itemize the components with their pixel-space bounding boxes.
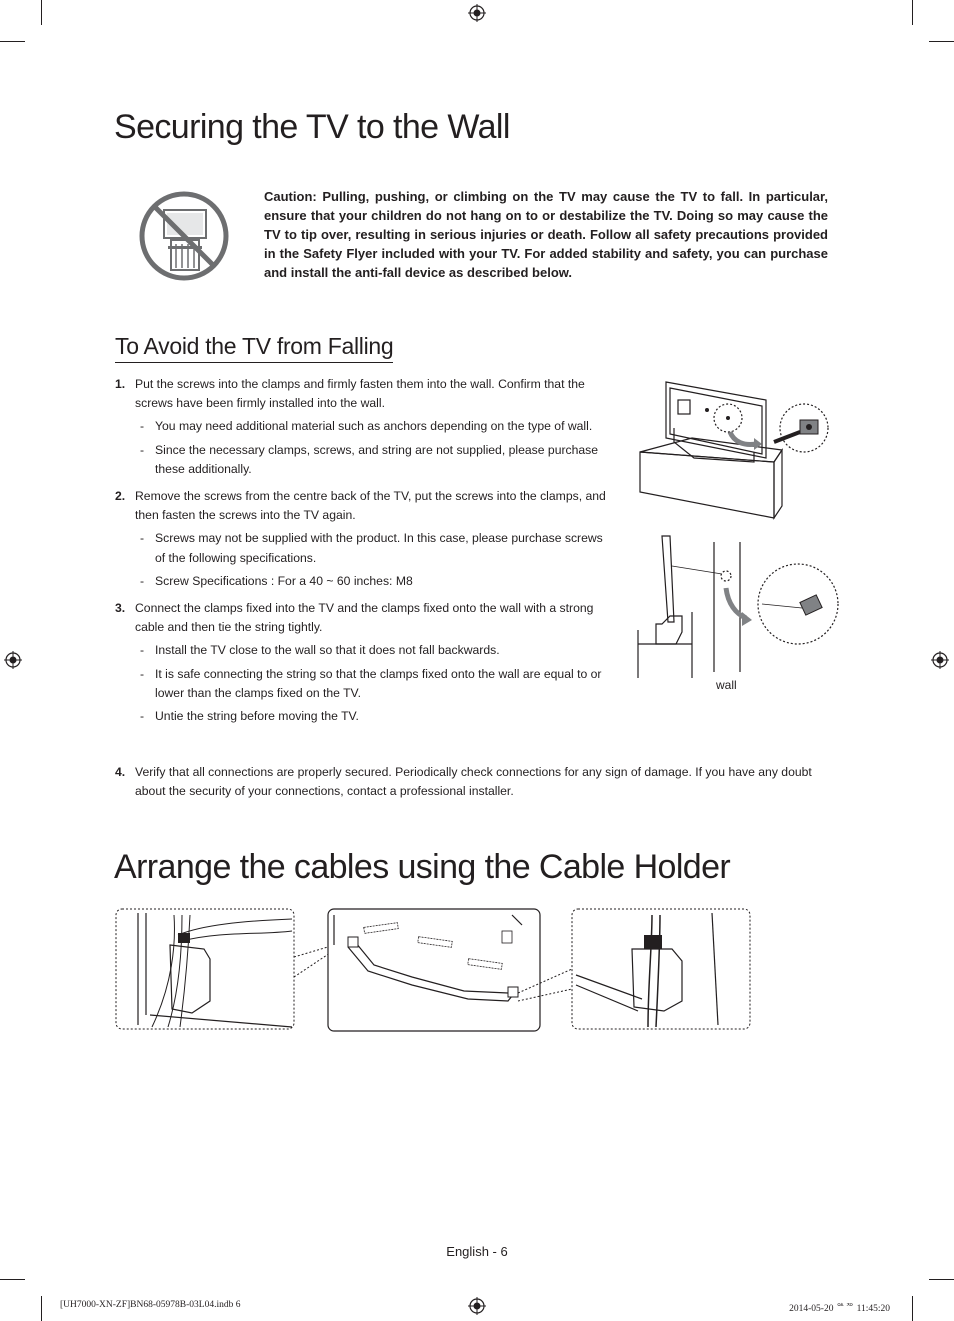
- crop-mark: [0, 41, 25, 42]
- crop-mark: [929, 1279, 954, 1280]
- sub-item-text: Install the TV close to the wall so that it does not fall backwards.: [155, 643, 500, 658]
- sub-item: - Install the TV close to the wall so that it does not fall backwards.: [140, 643, 500, 658]
- sub-item-text: It is safe connecting the string so that the clamps fixed onto the wall are equal to or lower than the clamps fixed on the TV.: [155, 666, 602, 700]
- caution-text: Caution: Pulling, pushing, or climbing on the TV may cause the TV to fall. In particular, ensure that your children do not hang on to or destabilize the TV. Doing so may cause the TV to tip over, resulting in serious injuries or death. Follow all safety precautions provided in the Safety Flyer included with your TV. For added stability and safety, you can purchase and install the anti-fall device as described below.: [264, 189, 828, 280]
- sub-item: - Untie the string before moving the TV.: [140, 709, 359, 724]
- step-number: 3.: [115, 601, 126, 616]
- registration-mark-icon: [468, 1297, 486, 1315]
- registration-mark-icon: [468, 4, 486, 22]
- registration-mark-icon: [931, 651, 949, 669]
- list-item: [115, 763, 815, 801]
- registration-mark-icon: [4, 651, 22, 669]
- crop-mark: [929, 41, 954, 42]
- crop-mark: [912, 0, 913, 25]
- sub-item-text: Screw Specifications : For a 40 ~ 60 inches: M8: [155, 573, 413, 588]
- sub-item: - Screws may not be supplied with the product. In this case, please purchase screws of the following specifications.: [140, 531, 603, 565]
- tv-rear-clamp-illustration: [634, 376, 844, 524]
- sub-item: - Since the necessary clamps, screws, and string are not supplied, please purchase these additionally.: [140, 442, 599, 476]
- step-text: Verify that all connections are properly secured. Periodically check connections for any sign of damage. If you have any doubt about the security of your connections, contact a professional installer.: [135, 765, 812, 799]
- sub-item-text: Since the necessary clamps, screws, and string are not supplied, please purchase these additionally.: [155, 442, 599, 476]
- list-item: [115, 599, 615, 726]
- step-text: Remove the screws from the centre back of the TV, put the screws into the clamps, and then fasten the screws into the TV again.: [135, 489, 606, 523]
- step-number: 1.: [115, 377, 126, 391]
- subsection-title-avoid-falling: To Avoid the TV from Falling: [115, 333, 393, 363]
- list-item: [115, 375, 615, 479]
- section-title-securing: Securing the TV to the Wall: [114, 108, 510, 146]
- step-text: Connect the clamps fixed into the TV and the clamps fixed onto the wall with a strong cable and then tie the string tightly.: [135, 601, 594, 635]
- step-text: Put the screws into the clamps and firmly fasten them into the wall. Confirm that the screws have been firmly installed into the wall.: [135, 377, 585, 411]
- sub-item-text: You may need additional material such as anchors depending on the type of wall.: [155, 419, 593, 434]
- print-slug-timestamp: 2014-05-20 ᅆᅍ 11:45:20: [789, 1304, 890, 1314]
- page-number: English - 6: [446, 1244, 508, 1259]
- tv-side-wall-illustration: [634, 532, 844, 680]
- section-title-cable-holder: Arrange the cables using the Cable Holder: [114, 848, 731, 886]
- crop-mark: [912, 1296, 913, 1321]
- wall-label: wall: [716, 678, 737, 692]
- sub-item-text: Screws may not be supplied with the product. In this case, please purchase screws of the following specifications.: [155, 531, 603, 565]
- sub-item: - You may need additional material such as anchors depending on the type of wall.: [140, 419, 593, 434]
- crop-mark: [41, 0, 42, 25]
- no-climbing-icon: [138, 190, 230, 282]
- steps-list: [115, 375, 615, 726]
- sub-item-text: Untie the string before moving the TV.: [155, 709, 359, 724]
- crop-mark: [41, 1296, 42, 1321]
- list-item: [115, 487, 615, 591]
- sub-item: - Screw Specifications : For a 40 ~ 60 inches: M8: [140, 573, 413, 588]
- cable-holder-illustration: [112, 905, 756, 1035]
- crop-mark: [0, 1279, 25, 1280]
- print-slug-file: [UH7000-XN-ZF]BN68-05978B-03L04.indb 6: [60, 1300, 241, 1310]
- step-number: 4.: [115, 765, 126, 779]
- steps-list-continued: [115, 763, 815, 801]
- sub-item: - It is safe connecting the string so that the clamps fixed onto the wall are equal to or lower than the clamps fixed on the TV.: [140, 666, 602, 700]
- step-number: 2.: [115, 489, 126, 504]
